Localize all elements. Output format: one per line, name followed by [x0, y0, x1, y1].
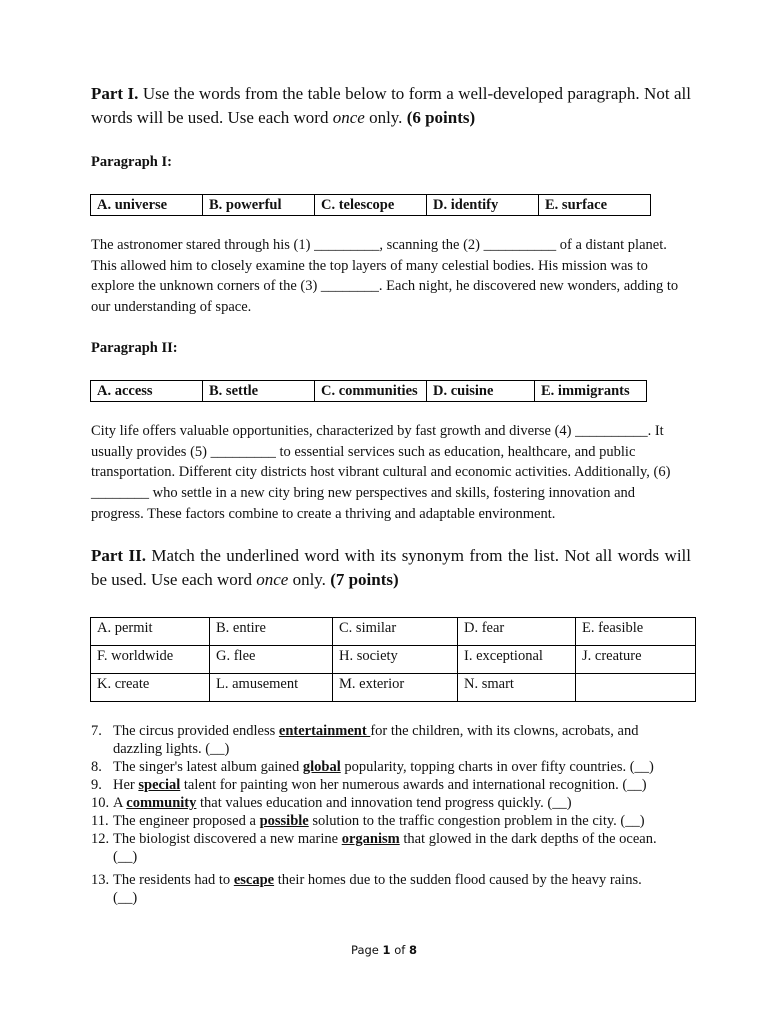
footer-text: Page [351, 943, 383, 957]
word-cell: E. surface [539, 195, 651, 216]
underlined-word: special [138, 777, 181, 793]
page-footer [0, 943, 768, 957]
question-10 [91, 794, 691, 812]
paragraph1-word-table [90, 194, 651, 216]
word-cell: B. settle [203, 381, 315, 402]
part1-points: (6 points) [406, 108, 476, 127]
part1-instr-emphasis: once [332, 108, 365, 127]
synonym-cell: L. amusement [210, 674, 333, 702]
underlined-word: escape [233, 872, 275, 888]
synonym-cell: N. smart [458, 674, 576, 702]
question-number: 11. [91, 813, 109, 829]
synonym-row [91, 646, 696, 674]
word-cell: D. cuisine [427, 381, 535, 402]
question-number: 12. [91, 831, 110, 847]
part1-instructions [91, 82, 691, 130]
synonym-cell: C. similar [333, 618, 458, 646]
paragraph1-label: Paragraph I: [91, 154, 172, 170]
synonym-cell: K. create [91, 674, 210, 702]
underlined-word: community [126, 795, 197, 811]
question-continuation: dazzling lights. (__) [113, 741, 230, 757]
question-text: their homes due to the sudden flood caused by the heavy rains. [274, 872, 642, 888]
part1-instr-text-end: only. [364, 108, 407, 127]
question-text: for the children, with its clowns, acrobats, and [370, 723, 639, 739]
question-text: that values education and innovation tend progress quickly. (__) [196, 795, 572, 811]
synonym-cell: M. exterior [333, 674, 458, 702]
synonym-cell: I. exceptional [458, 646, 576, 674]
part2-instr-text: Match the underlined word with its synonym from the list. Not all words will be used. Use each word [91, 546, 691, 589]
part2-label: Part II. [91, 546, 146, 565]
underlined-word: entertainment [278, 723, 371, 739]
part2-instr-emphasis: once [256, 570, 289, 589]
question-text: solution to the traffic congestion problem in the city. (__) [308, 813, 645, 829]
question-text: A [113, 795, 127, 811]
synonym-cell: A. permit [91, 618, 210, 646]
synonym-cell: D. fear [458, 618, 576, 646]
question-text: The residents had to [113, 872, 234, 888]
current-page-number: 1 [382, 943, 391, 957]
question-12 [91, 830, 691, 866]
synonym-cell: G. flee [210, 646, 333, 674]
question-text: The circus provided endless [113, 723, 279, 739]
question-7 [91, 722, 691, 758]
synonym-cell: B. entire [210, 618, 333, 646]
paragraph1-text: The astronomer stared through his (1) _________, scanning the (2) __________ of a distant planet. This allowed him to closely examine the top layers of many celestial bodies. His mission was to explore the unknown corners of the (3) ________. Each night, he discovered new wonders, adding to our understanding of space. [91, 237, 679, 316]
synonym-cell: F. worldwide [91, 646, 210, 674]
question-8 [91, 758, 691, 776]
question-11 [91, 812, 691, 830]
question-text: The singer's latest album gained [113, 759, 303, 775]
word-cell: A. universe [91, 195, 203, 216]
part1-label: Part I. [91, 84, 139, 103]
question-13 [91, 871, 691, 907]
question-number: 13. [91, 872, 110, 888]
paragraph2-text: City life offers valuable opportunities, characterized by fast growth and diverse (4) __________. It usually provides (5) _________ to essential services such as education, healthcare, and public transportation. Different city districts host vibrant cultural and economic activities. Additionally, (6) ________ who settle in a new city bring new perspectives and skills, fostering innovation and progress. These factors combine to create a thriving and adaptable environment. [91, 423, 671, 522]
question-continuation: (__) [113, 890, 138, 906]
synonym-table [90, 617, 696, 702]
underlined-word: organism [341, 831, 400, 847]
question-text: that glowed in the dark depths of the ocean. [399, 831, 657, 847]
part2-points: (7 points) [330, 570, 399, 589]
part2-instr-text-end: only. [288, 570, 331, 589]
question-text: talent for painting won her numerous awards and international recognition. (__) [180, 777, 647, 793]
total-page-count: 8 [408, 943, 417, 957]
underlined-word: possible [259, 813, 309, 829]
paragraph2-label: Paragraph II: [91, 340, 178, 356]
word-cell: D. identify [427, 195, 539, 216]
synonym-row [91, 674, 696, 702]
underlined-word: global [302, 759, 341, 775]
synonym-cell: H. society [333, 646, 458, 674]
question-text: The biologist discovered a new marine [113, 831, 342, 847]
question-number: 7. [91, 723, 102, 739]
question-number: 8. [91, 759, 102, 775]
word-cell: A. access [91, 381, 203, 402]
word-cell: C. telescope [315, 195, 427, 216]
part1-instr-text: Use the words from the table below to form a well-developed paragraph. Not all words will be used. Use each word [91, 84, 691, 127]
question-9 [91, 776, 691, 794]
footer-text: of [390, 943, 409, 957]
question-text: The engineer proposed a [113, 813, 260, 829]
question-number: 10. [91, 795, 110, 811]
part2-instructions [91, 544, 691, 592]
word-cell: C. communities [315, 381, 427, 402]
synonym-cell [576, 674, 696, 702]
question-number: 9. [91, 777, 102, 793]
word-cell: B. powerful [203, 195, 315, 216]
question-continuation: (__) [113, 849, 138, 865]
question-text: popularity, topping charts in over fifty countries. (__) [340, 759, 654, 775]
question-text: Her [113, 777, 139, 793]
synonym-row [91, 618, 696, 646]
word-cell: E. immigrants [535, 381, 647, 402]
paragraph2-word-table [90, 380, 647, 402]
synonym-cell: J. creature [576, 646, 696, 674]
synonym-cell: E. feasible [576, 618, 696, 646]
